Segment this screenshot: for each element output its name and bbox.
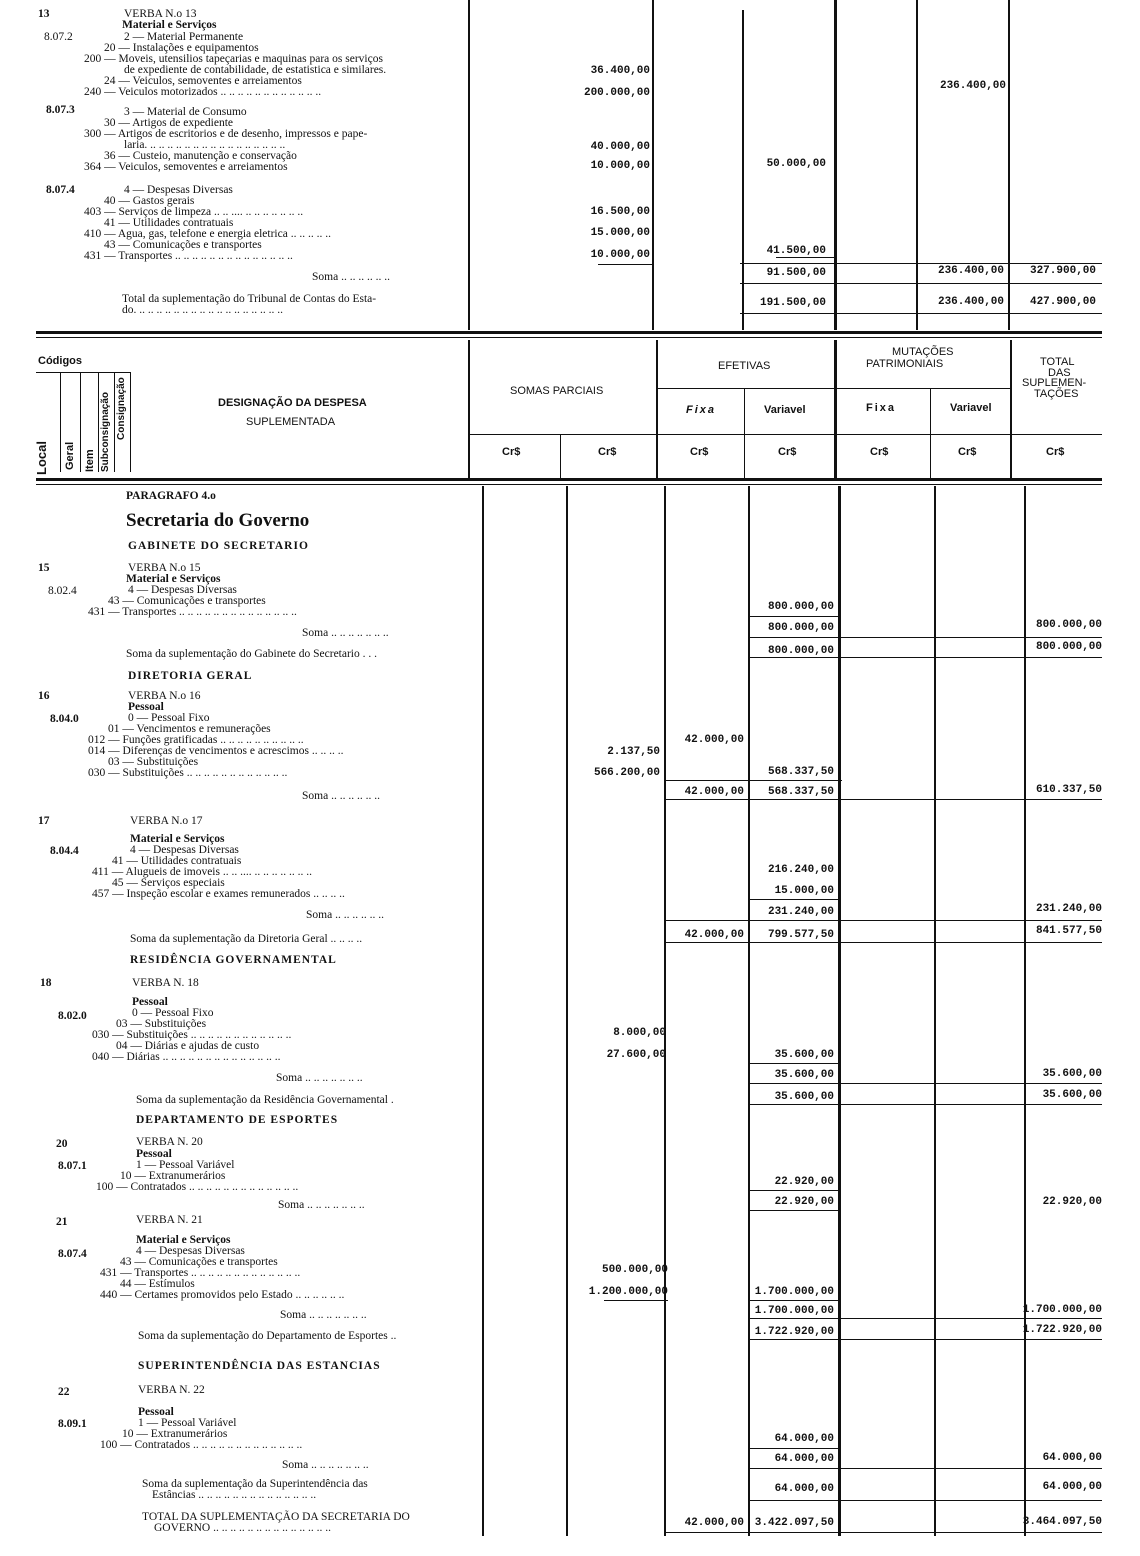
col-rule-somas-mid-top — [652, 0, 654, 330]
hdr-v-tot — [1010, 340, 1012, 478]
v22s_tot: 64.000,00 — [1042, 1452, 1102, 1464]
v20code: 20 — [56, 1138, 68, 1150]
total-sec-2: GOVERNO .. .. .. .. .. .. .. .. .. .. .. .. .. .. — [154, 1522, 331, 1534]
v18soma: Soma .. .. .. .. .. .. .. — [276, 1072, 363, 1084]
code3: 8.07.3 — [46, 104, 75, 116]
v18: VERBA N. 18 — [132, 977, 199, 989]
v22local: 8.09.1 — [58, 1418, 87, 1430]
secretaria-title: Secretaria do Governo — [126, 510, 310, 531]
hdr-item: Item — [84, 449, 96, 472]
esp-rule — [750, 1339, 1102, 1340]
sups_var: 64.000,00 — [774, 1483, 834, 1495]
v16pf: 0 — Pessoal Fixo — [128, 712, 210, 724]
v16s_var: 568.337,50 — [767, 786, 834, 798]
hdr-sep2 — [80, 372, 81, 472]
v16local: 8.04.0 — [50, 713, 79, 725]
hdr-total1: TOTAL — [1040, 356, 1075, 368]
rule-s — [740, 263, 1102, 264]
v17ms: Material e Serviços — [130, 833, 225, 845]
hdr-total3: SUPLEMEN- — [1022, 377, 1087, 389]
sup-rule — [750, 1500, 1102, 1501]
v22p: Pessoal — [138, 1406, 174, 1418]
v21s-rule — [750, 1318, 1102, 1319]
hdr-v-somas-mid — [560, 434, 561, 478]
v15code: 15 — [38, 562, 50, 574]
v21soma: Soma .. .. .. .. .. .. .. — [280, 1309, 367, 1321]
v21: VERBA N. 21 — [136, 1214, 203, 1226]
esps_var: 1.722.920,00 — [754, 1326, 834, 1338]
v21_431v: 500.000,00 — [601, 1264, 668, 1276]
gabsoma: Soma da suplementação do Gabinete do Secretario . . . — [126, 648, 378, 660]
v18code: 18 — [40, 977, 52, 989]
hdr-bottom-rule — [36, 478, 1102, 481]
v15: VERBA N.o 15 — [128, 562, 201, 574]
v21ms: Material e Serviços — [136, 1234, 231, 1246]
col-rule-mfixa — [838, 486, 841, 1536]
var415: 41.500,00 — [766, 245, 826, 257]
hdr-variavel: Variavel — [764, 404, 806, 416]
col-rule-somas-mid — [566, 486, 568, 1536]
v18_030v: 8.000,00 — [613, 1027, 666, 1039]
v18s_var: 35.600,00 — [774, 1069, 834, 1081]
r240: 240 — Veiculos motorizados .. .. .. .. .. .. .. .. .. .. .. .. — [84, 86, 322, 98]
ress_var: 35.600,00 — [774, 1091, 834, 1103]
v240: 200.000,00 — [583, 87, 650, 99]
v17_411: 216.240,00 — [767, 864, 834, 876]
v21-rule1 — [604, 1300, 668, 1301]
cr6: Cr$ — [958, 446, 977, 458]
r200b: de expediente de contabilidade, de estatistica e similares. — [124, 64, 387, 76]
dir-rule — [666, 942, 1102, 943]
v16_014: 014 — Diferenças de vencimentos e acrescimos .. .. .. .. — [88, 745, 344, 757]
v200: 36.400,00 — [590, 65, 650, 77]
m30: 30 — Artigos de expediente — [104, 117, 234, 129]
dirs_var: 799.577,50 — [767, 929, 834, 941]
v15somat: 800.000,00 — [1035, 619, 1102, 631]
tot_fixa: 42.000,00 — [684, 1517, 744, 1529]
d410: 410 — Agua, gas, telefone e energia eletrica .. .. .. .. .. — [84, 228, 331, 240]
v22code: 22 — [58, 1386, 70, 1398]
m3: 3 — Material de Consumo — [124, 106, 247, 118]
v15ms: Material e Serviços — [126, 573, 221, 585]
total-tc-1: Total da suplementação do Tribunal de Contas do Esta- — [122, 293, 377, 305]
hdr-ef-rule — [656, 388, 836, 389]
v15val: 800.000,00 — [767, 601, 834, 613]
tot-rule — [666, 1532, 1102, 1533]
v18s-rule — [750, 1083, 1102, 1084]
mat-perm: 2 — Material Permanente — [124, 31, 244, 43]
v15s-rule — [750, 637, 1102, 638]
t_mp: 236.400,00 — [937, 296, 1004, 308]
v16s_fixa: 42.000,00 — [684, 786, 744, 798]
v22: VERBA N. 22 — [138, 1384, 205, 1396]
v16code: 16 — [38, 690, 50, 702]
tot_var: 3.422.097,50 — [754, 1517, 834, 1529]
t_tot: 427.900,00 — [1029, 296, 1096, 308]
v18pf: 0 — Pessoal Fixo — [132, 1007, 214, 1019]
hdr-sep4 — [114, 372, 115, 472]
v20_100: 100 — Contratados .. .. .. .. .. .. .. .. .. .. .. .. .. — [96, 1181, 299, 1193]
v17d4: 4 — Despesas Diversas — [130, 844, 239, 856]
total-tc-2: do. .. .. .. .. .. .. .. .. .. .. .. .. .. .. .. .. .. — [122, 304, 283, 316]
hdr-v-var — [744, 388, 745, 478]
hdr-fixa2: Fixa — [866, 402, 897, 414]
gabsomav: 800.000,00 — [767, 645, 834, 657]
v300: 40.000,00 — [590, 141, 650, 153]
header-top-rule — [36, 331, 1102, 334]
hdr-somas: SOMAS PARCIAIS — [510, 385, 604, 397]
total-sec-1: TOTAL DA SUPLEMENTAÇÃO DA SECRETARIA DO — [142, 1511, 410, 1523]
cr3: Cr$ — [690, 446, 709, 458]
col-rule-mvar — [934, 486, 936, 1536]
v21local: 8.07.4 — [58, 1248, 87, 1260]
v16-rule — [666, 780, 842, 781]
hdr-cr-rule — [468, 434, 1102, 435]
d403: 403 — Serviços de limpeza .. .. .... .. .. .. .. .. .. .. — [84, 206, 304, 218]
v21d440: 440 — Certames promovidos pelo Estado .. .. .. .. .. .. — [100, 1289, 345, 1301]
v17d41: 41 — Utilidades contratuais — [112, 855, 242, 867]
hdr-desig1: DESIGNAÇÃO DA DESPESA — [218, 397, 367, 409]
v15d43: 43 — Comunicações e transportes — [108, 595, 266, 607]
hdr-cod-rule — [36, 372, 130, 373]
m364: 364 — Veiculos, semoventes e arreiamentos — [84, 161, 288, 173]
ms-label: Material e Serviços — [122, 19, 217, 31]
hdr-total2: DAS — [1048, 367, 1071, 379]
v18p: Pessoal — [132, 996, 168, 1008]
v20pv: 1 — Pessoal Variável — [136, 1159, 235, 1171]
hdr-geral: Geral — [64, 441, 76, 470]
v22s_var: 64.000,00 — [774, 1453, 834, 1465]
supsoma1: Soma da suplementação da Superintendência das — [142, 1478, 368, 1490]
esps_tot: 1.722.920,00 — [1022, 1324, 1102, 1336]
hdr-desig2: SUPLEMENTADA — [246, 416, 336, 428]
supsoma2: Estâncias .. .. .. .. .. .. .. .. .. .. .. .. .. .. — [152, 1489, 317, 1501]
esportes: DEPARTAMENTO DE ESPORTES — [136, 1114, 339, 1126]
v20: VERBA N. 20 — [136, 1136, 203, 1148]
v21-rule — [750, 1300, 840, 1301]
v20soma: Soma .. .. .. .. .. .. .. — [278, 1199, 365, 1211]
m36: 36 — Custeio, manutenção e conservação — [104, 150, 297, 162]
t_var: 191.500,00 — [759, 297, 826, 309]
v20p: Pessoal — [136, 1148, 172, 1160]
v18_var: 35.600,00 — [774, 1049, 834, 1061]
v21d431: 431 — Transportes .. .. .. .. .. .. .. .. .. .. .. .. .. — [100, 1267, 301, 1279]
v20s_tot: 22.920,00 — [1042, 1196, 1102, 1208]
v21_var: 1.700.000,00 — [754, 1286, 834, 1298]
d43: 43 — Comunicações e transportes — [104, 239, 262, 251]
v17d411: 411 — Alugueis de imoveis .. .. .... .. .. .. .. .. .. .. — [92, 866, 312, 878]
v20s-rule — [750, 1210, 840, 1211]
hdr-bottom-rule2 — [36, 484, 1102, 485]
diretoria: DIRETORIA GERAL — [128, 670, 253, 682]
d40: 40 — Gastos gerais — [104, 195, 195, 207]
v21code: 21 — [56, 1216, 68, 1228]
hdr-local: Local — [34, 441, 49, 475]
v18_03: 03 — Substituições — [116, 1018, 207, 1030]
hdr-subcons: Subconsignação — [100, 391, 111, 472]
v16: VERBA N.o 16 — [128, 690, 201, 702]
v15d4: 4 — Despesas Diversas — [128, 584, 237, 596]
s_tot: 327.900,00 — [1029, 265, 1096, 277]
cr2: Cr$ — [598, 446, 617, 458]
soma13: Soma .. .. .. .. .. .. — [312, 271, 390, 283]
hdr-mut2: PATRIMONIAIS — [866, 358, 944, 370]
v17_457: 15.000,00 — [774, 885, 834, 897]
col-rule-mfixa-top — [916, 0, 918, 330]
v15soma: Soma .. .. .. .. .. .. .. — [302, 627, 389, 639]
v17d45: 45 — Serviços especiais — [112, 877, 225, 889]
hdr-variavel2: Variavel — [950, 402, 992, 414]
col-rule-var-top — [834, 0, 837, 330]
m300b: laria. .. .. .. .. .. .. .. .. .. .. .. .. .. .. .. .. — [124, 139, 286, 151]
dirs_tot: 841.577,50 — [1035, 925, 1102, 937]
col-rule-mvar-top — [1008, 0, 1010, 330]
hdr-codigos: Códigos — [38, 355, 82, 367]
gabinete: GABINETE DO SECRETARIO — [128, 540, 309, 552]
cr5: Cr$ — [870, 446, 889, 458]
v22_var: 64.000,00 — [774, 1433, 834, 1445]
v15-rule — [750, 616, 840, 617]
m300: 300 — Artigos de escritorios e de desenho, impressos e pape- — [84, 128, 368, 140]
v17d457: 457 — Inspeção escolar e exames remunerados .. .. .. .. — [92, 888, 345, 900]
ressoma: Soma da suplementação da Residência Governamental . — [136, 1094, 394, 1106]
v15local: 8.02.4 — [48, 585, 77, 597]
ress_tot: 35.600,00 — [1042, 1089, 1102, 1101]
v17local: 8.04.4 — [50, 845, 79, 857]
cr7: Cr$ — [1046, 446, 1065, 458]
gab-rule — [750, 657, 1102, 658]
v21d44: 44 — Estímulos — [120, 1278, 195, 1290]
rule-415 — [776, 257, 834, 258]
sups_tot: 64.000,00 — [1042, 1481, 1102, 1493]
rule-t — [740, 313, 1102, 314]
v21d4: 4 — Despesas Diversas — [136, 1245, 245, 1257]
v18_04: 04 — Diárias e ajudas de custo — [116, 1040, 260, 1052]
hdr-total4: TAÇÕES — [1034, 388, 1079, 400]
header-top-rule2 — [36, 337, 1102, 338]
espsoma: Soma da suplementação do Departamento de Esportes .. — [138, 1330, 397, 1342]
rule-431 — [598, 264, 652, 265]
cr4: Cr$ — [778, 446, 797, 458]
v22_100: 100 — Contratados .. .. .. .. .. .. .. .. .. .. .. .. .. — [100, 1439, 303, 1451]
v21s_var: 1.700.000,00 — [754, 1305, 834, 1317]
d4: 4 — Despesas Diversas — [124, 184, 233, 196]
v17s-rule — [666, 920, 1102, 921]
hdr-v-desig — [468, 340, 470, 478]
gabsomat: 800.000,00 — [1035, 641, 1102, 653]
v17-rule — [750, 899, 840, 900]
hdr-sep3 — [98, 372, 99, 472]
v21d43: 43 — Comunicações e transportes — [120, 1256, 278, 1268]
v22pv: 1 — Pessoal Variável — [138, 1417, 237, 1429]
s_var: 91.500,00 — [766, 267, 826, 279]
verba-13-title: VERBA N.o 13 — [124, 8, 197, 20]
v17code: 17 — [38, 815, 50, 827]
paragrafo: PARAGRAFO 4.o — [126, 490, 216, 502]
hdr-efetivas: EFETIVAS — [718, 360, 771, 372]
cr1: Cr$ — [502, 446, 521, 458]
col-rule-desig — [482, 486, 484, 1536]
hdr-sep5 — [130, 372, 131, 472]
hdr-mut-rule — [836, 388, 1010, 389]
v21s_tot: 1.700.000,00 — [1022, 1304, 1102, 1316]
hdr-v-fixa — [656, 340, 658, 478]
dirs_fixa: 42.000,00 — [684, 929, 744, 941]
v22-rule — [750, 1448, 840, 1449]
col-rule-fixa — [664, 486, 666, 1536]
v18_040: 040 — Diárias .. .. .. .. .. .. .. .. .. .. .. .. .. .. — [92, 1051, 281, 1063]
superint: SUPERINTENDÊNCIA DAS ESTANCIAS — [138, 1360, 381, 1372]
r24: 24 — Veiculos, semoventes e arreiamentos — [104, 75, 302, 87]
v17s_tot: 231.240,00 — [1035, 903, 1102, 915]
v16_014v: 2.137,50 — [607, 746, 660, 758]
s_mp: 236.400,00 — [937, 265, 1004, 277]
col-rule-fixa-top — [742, 10, 744, 330]
v15somav: 800.000,00 — [767, 622, 834, 634]
v16_03: 03 — Substituições — [108, 756, 199, 768]
residencia: RESIDÊNCIA GOVERNAMENTAL — [130, 954, 337, 966]
v16_030: 030 — Substituições .. .. .. .. .. .. .. .. .. .. .. .. — [88, 767, 288, 779]
v16p: Pessoal — [128, 701, 164, 713]
v16soma: Soma .. .. .. .. .. .. — [302, 790, 380, 802]
v410: 15.000,00 — [590, 227, 650, 239]
v20_var: 22.920,00 — [774, 1176, 834, 1188]
d431: 431 — Transportes .. .. .. .. .. .. .. .. .. .. .. .. .. .. — [84, 250, 293, 262]
v18local: 8.02.0 — [58, 1010, 87, 1022]
col-rule-desig-top — [468, 0, 470, 330]
verba-code-13: 13 — [38, 8, 50, 20]
hdr-cons: Consignação — [116, 377, 127, 440]
v17soma: Soma .. .. .. .. .. .. — [306, 909, 384, 921]
v431: 10.000,00 — [590, 249, 650, 261]
mp236: 236.400,00 — [939, 80, 1006, 92]
v16_012: 012 — Funções gratificadas .. .. .. .. .. .. .. .. .. .. — [88, 734, 304, 746]
v16s_tot: 610.337,50 — [1035, 784, 1102, 796]
v18-rule — [750, 1063, 840, 1064]
r200: 200 — Moveis, utensilios tapeçarias e maquinas para os serviços — [84, 53, 383, 65]
res-rule — [750, 1104, 1102, 1105]
col-rule-var — [748, 486, 750, 1536]
v20_10: 10 — Extranumerários — [120, 1170, 226, 1182]
local-8072: 8.07.2 — [44, 31, 73, 43]
v22s-rule — [750, 1468, 1102, 1469]
v21_440v: 1.200.000,00 — [588, 1286, 668, 1298]
var50: 50.000,00 — [766, 158, 826, 170]
dirsoma: Soma da suplementação da Diretoria Geral .. .. .. .. — [130, 933, 363, 945]
hdr-sep1 — [60, 372, 61, 472]
v20local: 8.07.1 — [58, 1160, 87, 1172]
v22_10: 10 — Extranumerários — [122, 1428, 228, 1440]
v18_040v: 27.600,00 — [606, 1049, 666, 1061]
v364: 10.000,00 — [590, 160, 650, 172]
hdr-v-mvar — [930, 388, 931, 478]
hdr-fixa: Fixa — [686, 404, 717, 416]
v22soma: Soma .. .. .. .. .. .. .. — [282, 1459, 369, 1471]
d41: 41 — Utilidades contratuais — [104, 217, 234, 229]
v18s_tot: 35.600,00 — [1042, 1068, 1102, 1080]
v16_01: 01 — Vencimentos e remunerações — [108, 723, 271, 735]
v403: 16.500,00 — [590, 206, 650, 218]
v20-rule — [750, 1190, 840, 1191]
hdr-mut1: MUTAÇÕES — [892, 346, 954, 358]
instalacoes: 20 — Instalações e equipamentos — [104, 42, 259, 54]
v17: VERBA N.o 17 — [130, 815, 203, 827]
v18_030: 030 — Substituições .. .. .. .. .. .. .. .. .. .. .. .. — [92, 1029, 292, 1041]
code4: 8.07.4 — [46, 184, 75, 196]
v16_030v: 566.200,00 — [593, 767, 660, 779]
v15d431: 431 — Transportes .. .. .. .. .. .. .. .. .. .. .. .. .. .. — [88, 606, 297, 618]
v17s_var: 231.240,00 — [767, 906, 834, 918]
rule-s2 — [740, 283, 1102, 284]
v20s_var: 22.920,00 — [774, 1196, 834, 1208]
v16s-rule — [666, 799, 1102, 800]
tot_tot: 3.464.097,50 — [1022, 1516, 1102, 1528]
hdr-v-mut — [834, 340, 837, 478]
v16_var: 568.337,50 — [767, 766, 834, 778]
v16_fixa: 42.000,00 — [684, 734, 744, 746]
